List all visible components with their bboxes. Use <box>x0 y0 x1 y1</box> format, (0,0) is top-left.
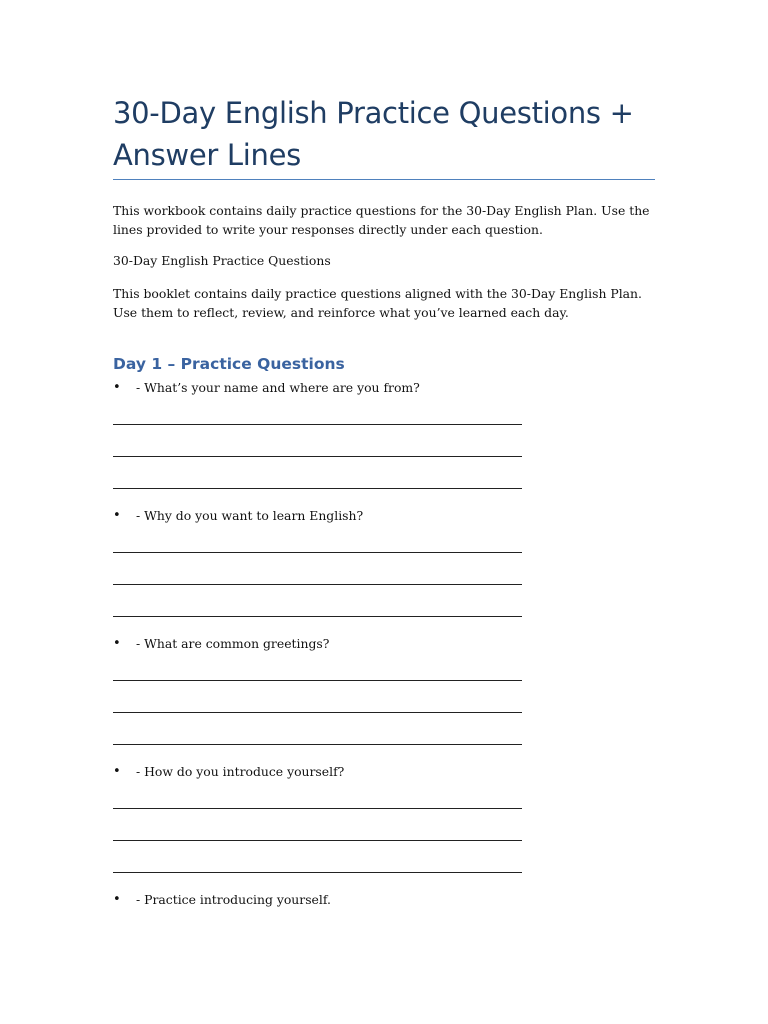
title-underline-rule <box>113 179 655 180</box>
question-text: - How do you introduce yourself? <box>136 764 345 779</box>
answer-line[interactable] <box>113 488 522 489</box>
answer-line[interactable] <box>113 808 522 809</box>
document-title: 30-Day English Practice Questions + Answer Lines <box>113 96 634 172</box>
subtitle-line: 30-Day English Practice Questions <box>113 253 331 268</box>
question-text: - Why do you want to learn English? <box>136 508 364 523</box>
question-item <box>113 378 633 398</box>
intro-paragraph: This workbook contains daily practice questions for the 30-Day English Plan. Use the lines provided to write your responses directly under each question. <box>113 203 650 237</box>
bullet-icon: • <box>113 892 121 907</box>
question-item <box>113 506 633 526</box>
answer-line[interactable] <box>113 456 522 457</box>
answer-line[interactable] <box>113 552 522 553</box>
question-item <box>113 634 633 654</box>
question-text: - Practice introducing yourself. <box>136 892 331 907</box>
question-item <box>113 762 633 782</box>
answer-line[interactable] <box>113 712 522 713</box>
answer-line[interactable] <box>113 584 522 585</box>
answer-line[interactable] <box>113 616 522 617</box>
bullet-icon: • <box>113 764 121 779</box>
bullet-icon: • <box>113 380 121 395</box>
question-item <box>113 890 633 910</box>
question-text: - What’s your name and where are you from? <box>136 380 420 395</box>
answer-line[interactable] <box>113 680 522 681</box>
answer-line[interactable] <box>113 872 522 873</box>
answer-line[interactable] <box>113 744 522 745</box>
bullet-icon: • <box>113 508 121 523</box>
bullet-icon: • <box>113 636 121 651</box>
day-1-heading: Day 1 – Practice Questions <box>113 355 345 373</box>
answer-line[interactable] <box>113 424 522 425</box>
answer-line[interactable] <box>113 840 522 841</box>
booklet-paragraph: This booklet contains daily practice questions aligned with the 30-Day English Plan. Use them to reflect, review, and reinforce what you’ve learned each day. <box>113 286 642 320</box>
question-text: - What are common greetings? <box>136 636 330 651</box>
